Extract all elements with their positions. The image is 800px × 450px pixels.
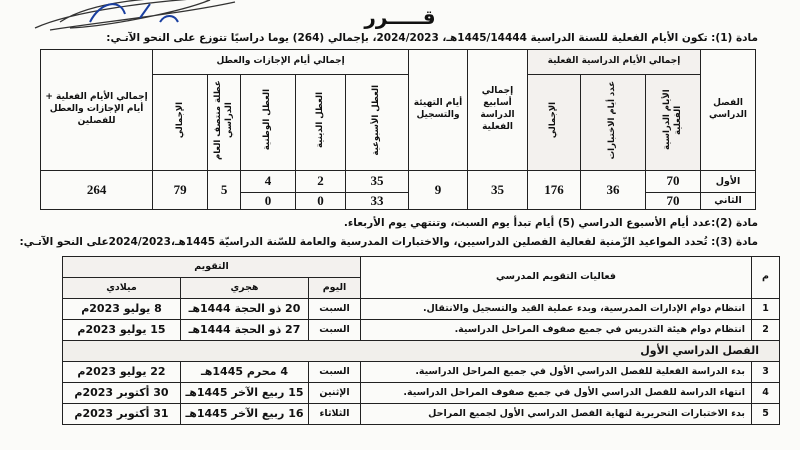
national-cell: 4 xyxy=(241,170,296,192)
col-gregorian: ميلادي xyxy=(63,277,181,298)
hijri-cell: 27 ذو الحجة 1444هـ xyxy=(181,319,309,340)
activity-cell: انتهاء الدراسة للفصل الدراسي الأول في جميع صفوف المراحل الدراسية. xyxy=(361,382,752,403)
activity-cell: بدء الدراسة الفعلية للفصل الدراسي الأول في جميع المراحل الدراسية. xyxy=(361,361,752,382)
article-3: مادة (3): تُحدد المواعيد الزّمنية لفعالية الفصلين الدراسيين، والاختبارات المدرسية والعامة للسّنة الدراسيّة 1445هـ،2024/2023على النحو الآتـي: xyxy=(19,235,758,248)
gregorian-cell: 8 يوليو 2023م xyxy=(63,298,181,319)
exam-days-cell: 36 xyxy=(581,170,646,209)
article-2: مادة (2):عدد أيام الأسبوع الدراسي (5) أيام تبدأ يوم السبت، وتنتهي يوم الأربعاء. xyxy=(343,216,758,229)
hijri-cell: 15 ربيع الآخر 1445هـ xyxy=(181,382,309,403)
semester-cell: الأول xyxy=(701,170,756,192)
national-cell: 0 xyxy=(241,192,296,209)
table-row xyxy=(63,319,780,340)
col-activity: فعاليات التقويم المدرسي xyxy=(361,256,752,298)
col-calendar: التقويم xyxy=(63,256,361,277)
midyear-cell: 5 xyxy=(208,170,241,209)
num-cell: 5 xyxy=(752,403,780,424)
hijri-cell: 16 ربيع الآخر 1445هـ xyxy=(181,403,309,424)
gregorian-cell: 31 أكتوبر 2023م xyxy=(63,403,181,424)
day-cell: الإثنين xyxy=(309,382,361,403)
col-semester: الفصل الدراسي xyxy=(701,50,756,171)
gregorian-cell: 15 يوليو 2023م xyxy=(63,319,181,340)
col-grand-total: إجمالي الأيام الفعلية + أيام الإجازات والعطل للفصلين xyxy=(41,50,153,171)
day-cell: الثلاثاء xyxy=(309,403,361,424)
weekly-cell: 35 xyxy=(346,170,409,192)
article-1: مادة (1): تكون الأيام الفعلية للسنة الدراسية 1445/14444هـ، 2024/2023، بإجمالي (264) يوما دراسيًا تتوزع على النحو الآتـي: xyxy=(106,32,758,44)
num-cell: 3 xyxy=(752,361,780,382)
calendar-table xyxy=(62,256,780,425)
prep-cell: 9 xyxy=(409,170,468,209)
day-cell: السبت xyxy=(309,319,361,340)
col-exam-days: عدد أيام الاختبارات xyxy=(607,80,618,160)
page-title: قـــــرر xyxy=(364,5,436,29)
col-actual-days: إجمالي الأيام الدراسية الفعلية xyxy=(528,50,701,75)
grand-total-cell: 264 xyxy=(41,170,153,209)
col-prep: أيام التهيئة والتسجيل xyxy=(409,50,468,171)
col-national: العطل الوطنية xyxy=(262,89,273,151)
col-hol-total: الإجمالي xyxy=(174,101,185,139)
hijri-cell: 20 ذو الحجة 1444هـ xyxy=(181,298,309,319)
num-cell: 1 xyxy=(752,298,780,319)
weeks-cell: 35 xyxy=(468,170,528,209)
religious-cell: 0 xyxy=(296,192,346,209)
table-row xyxy=(63,403,780,424)
col-actual-total: الإجمالي xyxy=(548,101,559,139)
col-weekly: العطل الأسبوعية xyxy=(371,84,382,156)
activity-cell: انتظام دوام هيئة التدريس في جميع صفوف المراحل الدراسية. xyxy=(361,319,752,340)
col-midyear: عطلة منتصف العام الدراسي xyxy=(213,80,235,160)
table-row xyxy=(41,170,756,192)
col-study-days: الأيام الدراسية الفعلية xyxy=(661,89,683,151)
table-row xyxy=(63,382,780,403)
study-days-cell: 70 xyxy=(646,192,701,209)
gregorian-cell: 30 أكتوبر 2023م xyxy=(63,382,181,403)
study-days-cell: 70 xyxy=(646,170,701,192)
school-days-table xyxy=(40,49,756,210)
weekly-cell: 33 xyxy=(346,192,409,209)
day-cell: السبت xyxy=(309,298,361,319)
hijri-cell: 4 محرم 1445هـ xyxy=(181,361,309,382)
activity-cell: بدء الاختبارات التحريرية لنهاية الفصل الدراسي الأول لجميع المراحل xyxy=(361,403,752,424)
table-row xyxy=(63,298,780,319)
day-cell: السبت xyxy=(309,361,361,382)
gregorian-cell: 22 يوليو 2023م xyxy=(63,361,181,382)
num-cell: 2 xyxy=(752,319,780,340)
hol-total-cell: 79 xyxy=(153,170,208,209)
col-religious: العطل الدينية xyxy=(314,91,325,149)
table-row xyxy=(63,361,780,382)
col-hijri: هجري xyxy=(181,277,309,298)
actual-total-cell: 176 xyxy=(528,170,581,209)
semester-cell: الثاني xyxy=(701,192,756,209)
activity-cell: انتظام دوام الإدارات المدرسية، وبدء عملية القيد والتسجيل والانتقال. xyxy=(361,298,752,319)
col-holidays: إجمالي أيام الإجازات والعطل xyxy=(153,50,409,75)
col-num: م xyxy=(752,256,780,298)
col-day: اليوم xyxy=(309,277,361,298)
section-heading: الفصل الدراسي الأول xyxy=(63,340,780,361)
religious-cell: 2 xyxy=(296,170,346,192)
col-weeks: إجمالي أسابيع الدراسة الفعلية xyxy=(468,50,528,171)
num-cell: 4 xyxy=(752,382,780,403)
